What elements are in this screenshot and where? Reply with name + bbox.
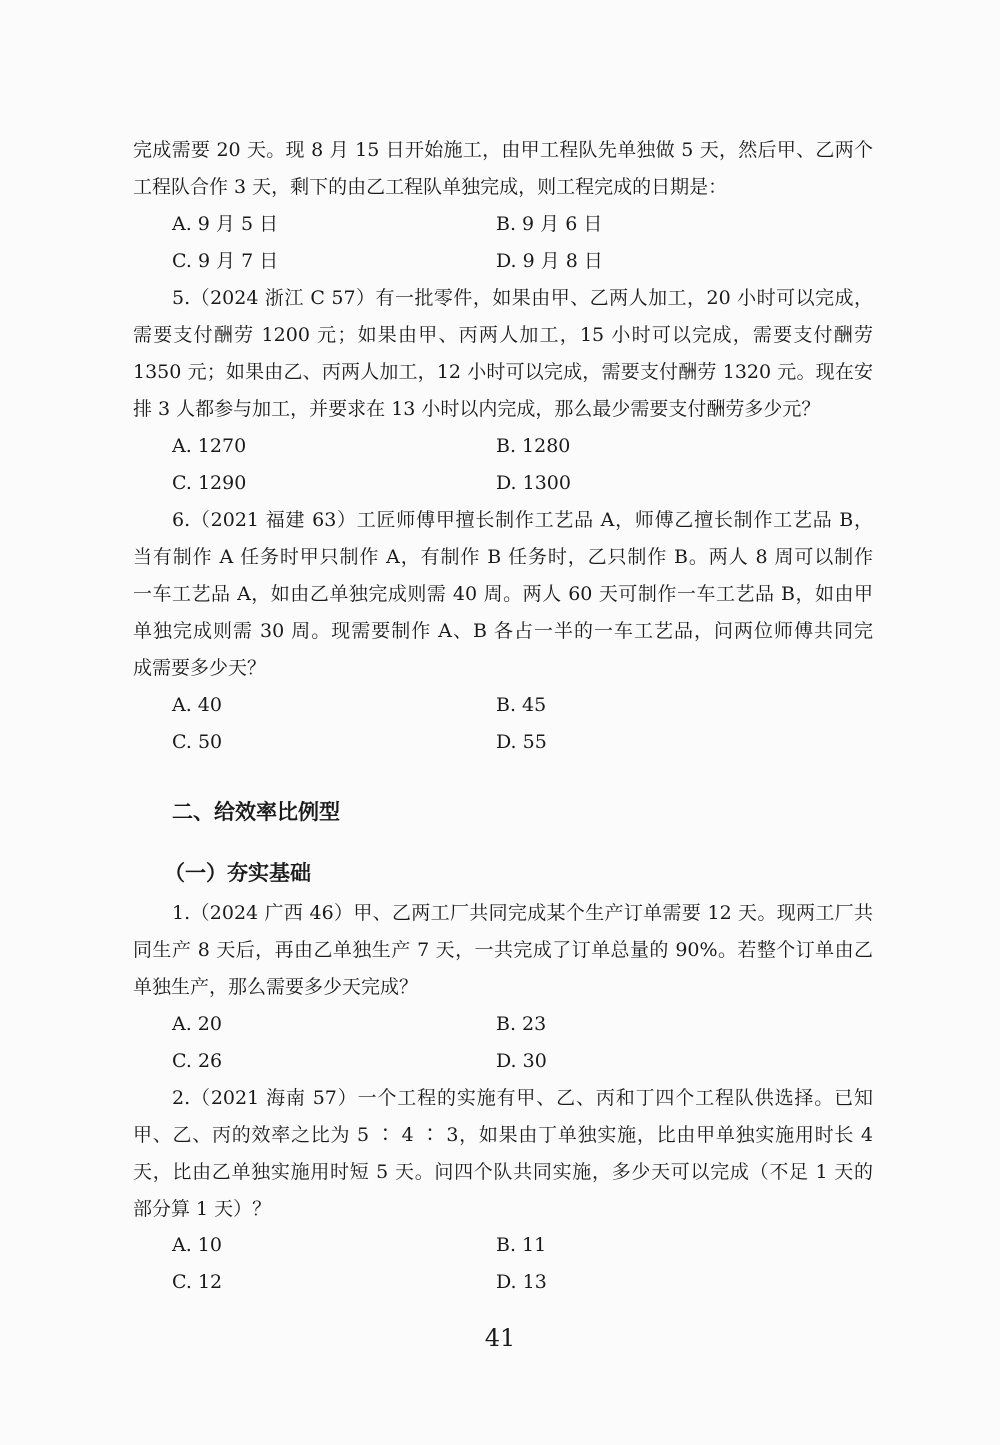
question-text-line: 成需要多少天？ [133,657,267,679]
subsection-title: （一）夯实基础 [164,861,311,885]
option-b: B. 45 [496,694,547,716]
question-text-line: 部分算 1 天）？ [133,1198,272,1220]
option-b: B. 1280 [496,435,571,457]
option-c: C. 50 [172,731,223,753]
option-c: C. 9 月 7 日 [172,250,279,272]
question-text-line: 排 3 人都参与加工，并要求在 13 小时以内完成，那么最少需要支付酬劳多少元？ [133,398,821,420]
option-a: A. 20 [172,1013,222,1035]
question-text-line: 一车工艺品 A，如由乙单独完成则需 40 周。两人 60 天可制作一车工艺品 B，如由甲 [133,583,873,605]
question-text-line: 6.（2021 福建 63）工匠师傅甲擅长制作工艺品 A，师傅乙擅长制作工艺品 B， [172,509,873,531]
option-d: D. 30 [496,1050,547,1072]
option-c: C. 1290 [172,472,247,494]
option-c: C. 26 [172,1050,223,1072]
question-text-line: 甲、乙、丙的效率之比为 5 ∶ 4 ∶ 3，如果由丁单独实施，比由甲单独实施用时长 4 [133,1124,873,1146]
question-text-line: 1350 元；如果由乙、丙两人加工，12 小时可以完成，需要支付酬劳 1320 元。现在安 [133,361,873,383]
page-number: 41 [484,1324,516,1352]
question-text-line: 单独完成则需 30 周。现需要制作 A、B 各占一半的一车工艺品，问两位师傅共同完 [133,620,873,642]
option-a: A. 10 [172,1234,222,1256]
option-a: A. 1270 [172,435,247,457]
question-text-line: 完成需要 20 天。现 8 月 15 日开始施工，由甲工程队先单独做 5 天，然后甲、乙两个 [133,139,873,161]
question-text-line: 5.（2024 浙江 C 57）有一批零件，如果由甲、乙两人加工，20 小时可以完成， [172,287,873,309]
question-text-line: 单独生产，那么需要多少天完成？ [133,976,419,998]
section-title: 二、给效率比例型 [172,800,340,824]
question-text-line: 需要支付酬劳 1200 元；如果由甲、丙两人加工，15 小时可以完成，需要支付酬劳 [133,324,873,346]
question-text-line: 2.（2021 海南 57）一个工程的实施有甲、乙、丙和丁四个工程队供选择。已知 [172,1087,873,1109]
option-d: D. 9 月 8 日 [496,250,603,272]
question-text-line: 当有制作 A 任务时甲只制作 A，有制作 B 任务时，乙只制作 B。两人 8 周可以制作 [133,546,873,568]
option-b: B. 11 [496,1234,547,1256]
option-b: B. 23 [496,1013,547,1035]
option-d: D. 1300 [496,472,571,494]
question-text-line: 工程队合作 3 天，剩下的由乙工程队单独完成，则工程完成的日期是： [133,176,728,198]
option-b: B. 9 月 6 日 [496,213,603,235]
option-d: D. 55 [496,731,547,753]
question-text-line: 同生产 8 天后，再由乙单独生产 7 天，一共完成了订单总量的 90%。若整个订单由乙 [133,939,873,961]
option-d: D. 13 [496,1271,547,1293]
question-text-line: 1.（2024 广西 46）甲、乙两工厂共同完成某个生产订单需要 12 天。现两工厂共 [172,902,873,924]
option-a: A. 9 月 5 日 [172,213,279,235]
option-c: C. 12 [172,1271,223,1293]
option-a: A. 40 [172,694,222,716]
question-text-line: 天，比由乙单独实施用时短 5 天。问四个队共同实施，多少天可以完成（不足 1 天的 [133,1161,873,1183]
